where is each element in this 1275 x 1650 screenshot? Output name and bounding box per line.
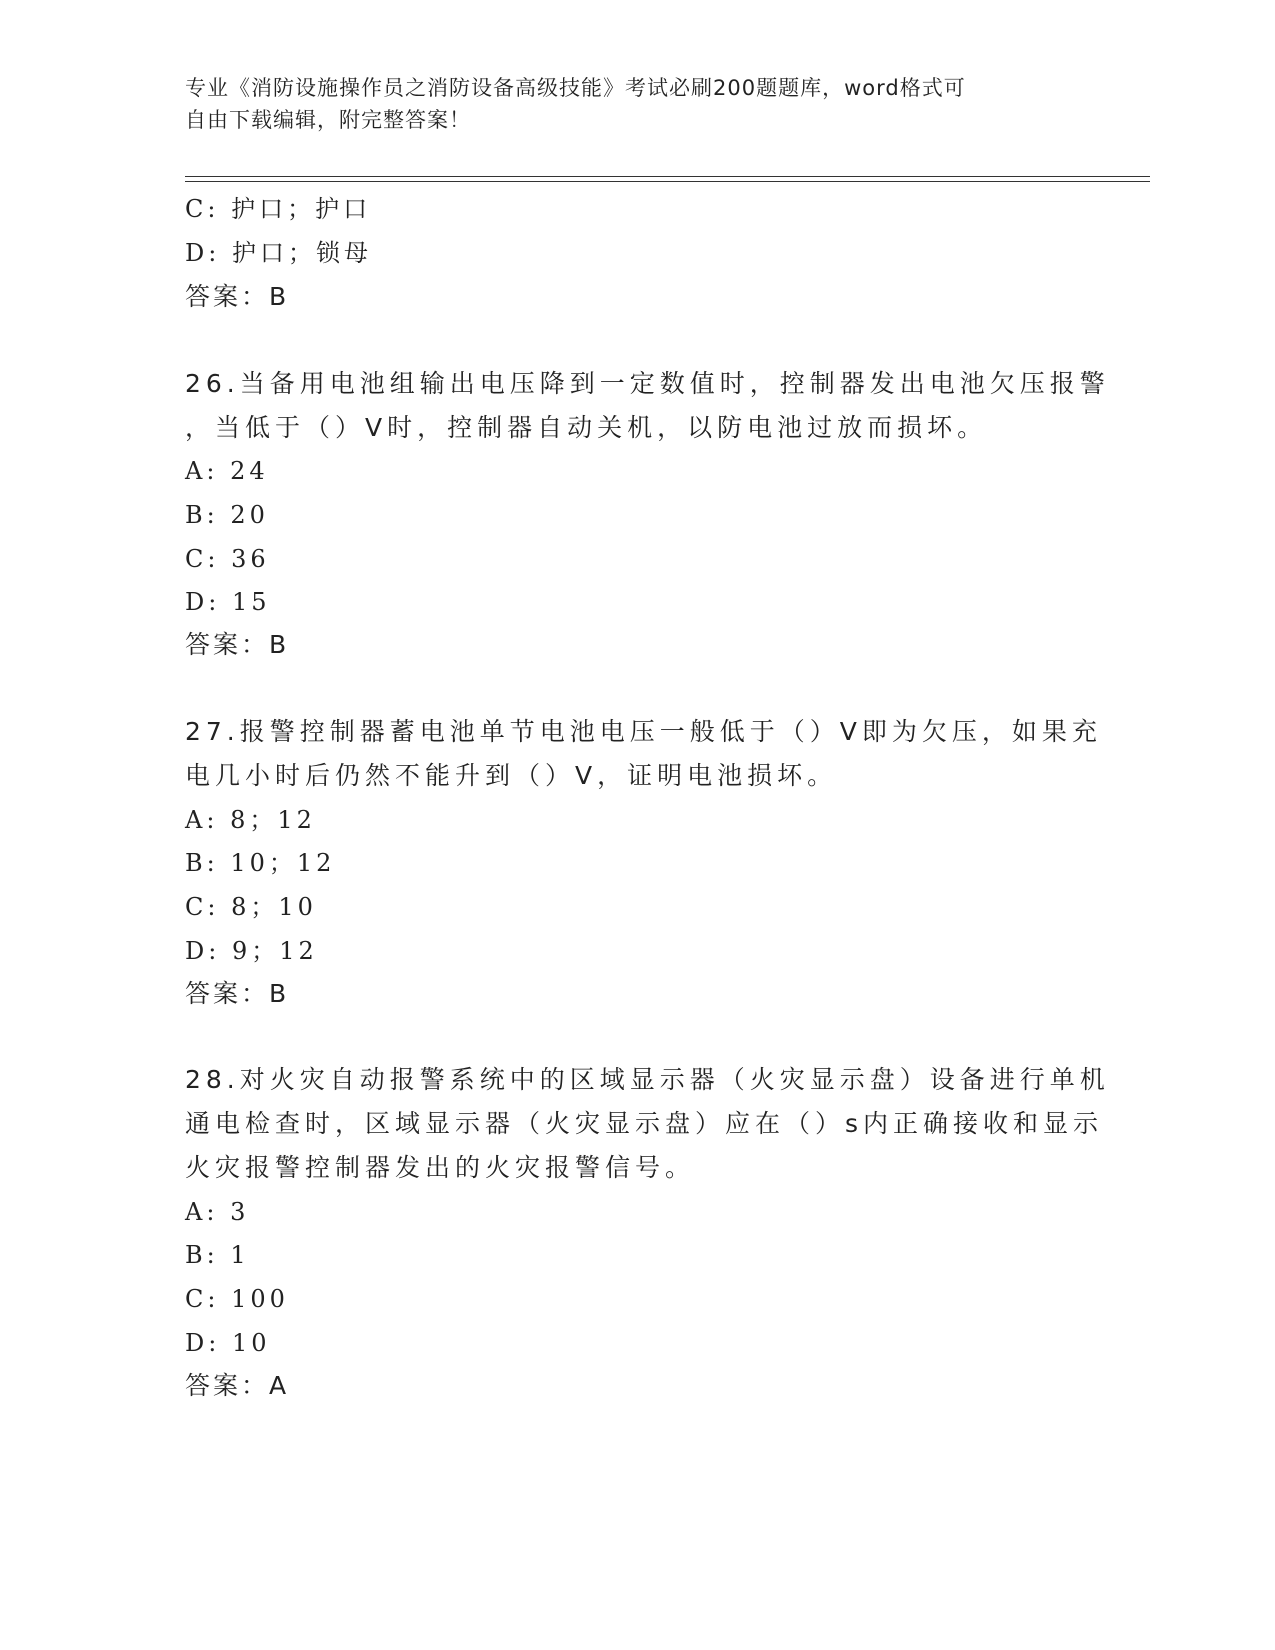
option-line [185, 804, 316, 836]
option-line [185, 237, 372, 269]
option-label: B: [185, 849, 219, 877]
option-line [185, 1283, 289, 1315]
option-label: A: [185, 1198, 219, 1226]
option-label: A: [185, 457, 219, 485]
option-label: C: [185, 1285, 220, 1313]
option-text: 24 [230, 457, 269, 485]
option-line [185, 891, 317, 923]
question-text-line: 通电检查时，区域显示器（火灾显示盘）应在（）s内正确接收和显示 [185, 1109, 1104, 1138]
answer-line: 答案：B [185, 630, 290, 659]
header-line-2: 自由下载编辑，附完整答案！ [185, 108, 471, 132]
option-line [185, 1239, 250, 1271]
option-text: 3 [230, 1198, 250, 1226]
header-divider-bottom [185, 181, 1150, 182]
question-text-line: 电几小时后仍然不能升到（）V，证明电池损坏。 [185, 761, 838, 790]
option-text: 8；12 [230, 806, 316, 834]
option-text: 20 [230, 501, 269, 529]
option-text: 36 [231, 545, 270, 573]
option-label: B: [185, 501, 219, 529]
question-text-line: ，当低于（）V时，控制器自动关机，以防电池过放而损坏。 [185, 413, 988, 442]
question-text-line: 火灾报警控制器发出的火灾报警信号。 [185, 1153, 696, 1182]
header-line-1: 专业《消防设施操作员之消防设备高级技能》考试必刷200题题库，word格式可 [185, 76, 966, 100]
option-line [185, 1327, 271, 1359]
option-line [185, 1196, 249, 1228]
option-line [185, 499, 269, 531]
option-label: D: [185, 937, 221, 965]
option-text: 15 [231, 588, 271, 616]
question-text-line: 28.对火灾自动报警系统中的区域显示器（火灾显示盘）设备进行单机 [185, 1065, 1110, 1094]
option-label: C: [185, 545, 220, 573]
option-text: 护口；护口 [231, 195, 372, 223]
option-label: D: [185, 1329, 221, 1357]
option-line [185, 193, 371, 225]
option-line [185, 586, 271, 618]
option-label: A: [185, 806, 219, 834]
option-text: 10 [231, 1329, 271, 1357]
question-text-line: 27.报警控制器蓄电池单节电池电压一般低于（）V即为欠压，如果充 [185, 717, 1102, 746]
option-text: 8；10 [231, 893, 317, 921]
option-line [185, 455, 269, 487]
option-line [185, 935, 318, 967]
option-label: C: [185, 195, 220, 223]
option-text: 9；12 [231, 937, 318, 965]
header-divider-top [185, 176, 1150, 177]
option-line [185, 847, 335, 879]
document-header [185, 72, 1085, 136]
option-label: D: [185, 588, 221, 616]
option-label: C: [185, 893, 220, 921]
answer-line: 答案：A [185, 1371, 290, 1400]
option-text: 10；12 [230, 849, 336, 877]
option-text: 护口；锁母 [231, 239, 372, 267]
option-label: B: [185, 1241, 219, 1269]
answer-line: 答案：B [185, 282, 290, 311]
answer-line: 答案：B [185, 979, 290, 1008]
option-label: D: [185, 239, 221, 267]
option-text: 1 [230, 1241, 250, 1269]
option-line [185, 543, 270, 575]
option-text: 100 [231, 1285, 289, 1313]
question-text-line: 26.当备用电池组输出电压降到一定数值时，控制器发出电池欠压报警 [185, 369, 1110, 398]
